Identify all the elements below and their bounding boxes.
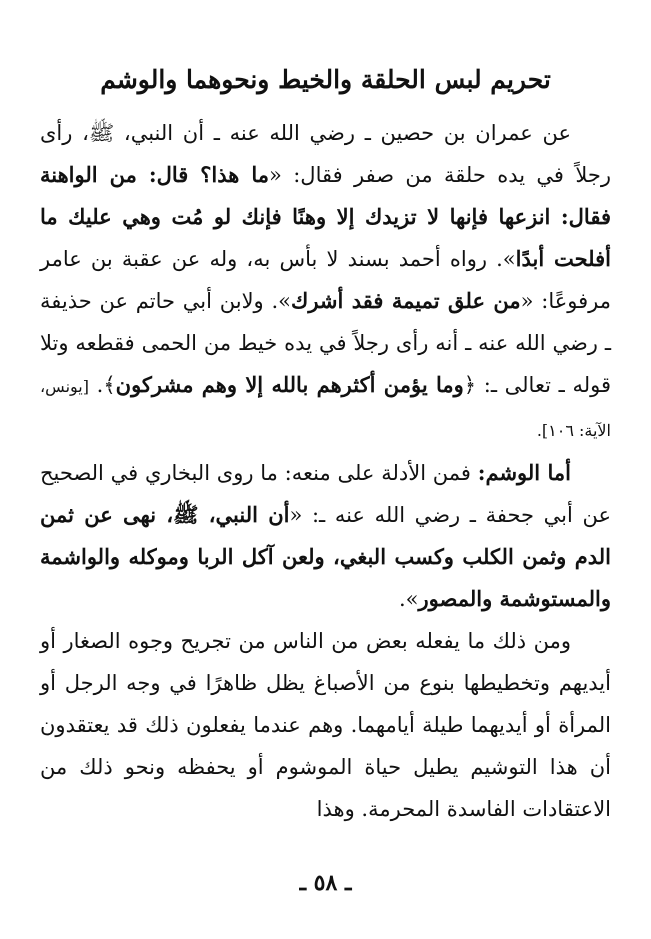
page-number: ـ ٥٨ ـ <box>299 870 352 896</box>
paragraph-face-marking <box>40 620 611 830</box>
page-title: تحريم لبس الحلقة والخيط ونحوهما والوشم <box>100 65 551 94</box>
paragraph-text: ومن ذلك ما يفعله بعض من الناس من تجريح وجوه الصغار أو أيديهم وتخطيطها بنوع من الأصباغ يظل ظاهرًا في وجه الرجل أو المرأة أو أيديهما طيلة أيامهما. وهم عندما يفعلون ذلك قد يعتقدون أن هذا التوشيم يطيل حياة الموشوم أو يحفظه ونحو ذلك من الاعتقادات الفاسدة المحرمة. وهذا <box>40 629 611 821</box>
paragraph-text: ». رواه أحمد بسند لا بأس به، وله عن عقبة بن عامر مرفوعًا: « <box>40 247 612 313</box>
section-lead: أما الوشم: <box>477 460 571 485</box>
quran-verse: وما يؤمن أكثرهم بالله إلا وهم مشركون <box>115 372 464 397</box>
paragraph-tattoo <box>40 452 611 620</box>
paragraph-text: ». ولابن أبي حاتم عن حذيفة ـ رضي الله عنه ـ أنه رأى رجلاً في يده خيط من الحمى فقطعه وتلا قوله ـ تعالى ـ: ﴿ <box>40 289 611 397</box>
hadith-quote: من علق تميمة فقد أشرك <box>291 288 521 313</box>
paragraph-text: عن عمران بن حصين ـ رضي الله عنه ـ أن النبي، ﷺ، رأى رجلاً في يده حلقة من صفر فقال: « <box>40 121 611 187</box>
paragraph-text: فمن الأدلة على منعه: ما روى البخاري في الصحيح عن أبي جحفة ـ رضي الله عنه ـ: « <box>40 461 611 527</box>
paragraph-text: ﴾. <box>88 373 116 397</box>
verse-reference: [يونس، الآية: ١٠٦]. <box>40 377 611 440</box>
hadith-quote: ما هذا؟ قال: من الواهنة فقال: انزعها فإنها لا تزيدك إلا وهنًا فإنك لو مُت وهي عليك ما أفلحت أبدًا <box>40 162 611 271</box>
paragraph-ring-thread <box>40 112 611 452</box>
page-body <box>40 60 611 830</box>
paragraph-text: ». <box>399 587 419 611</box>
hadith-quote: أن النبي، ﷺ، نهى عن ثمن الدم وثمن الكلب وكسب البغي، ولعن آكل الربا وموكله والواشمة والمستوشمة والمصور <box>40 502 611 611</box>
